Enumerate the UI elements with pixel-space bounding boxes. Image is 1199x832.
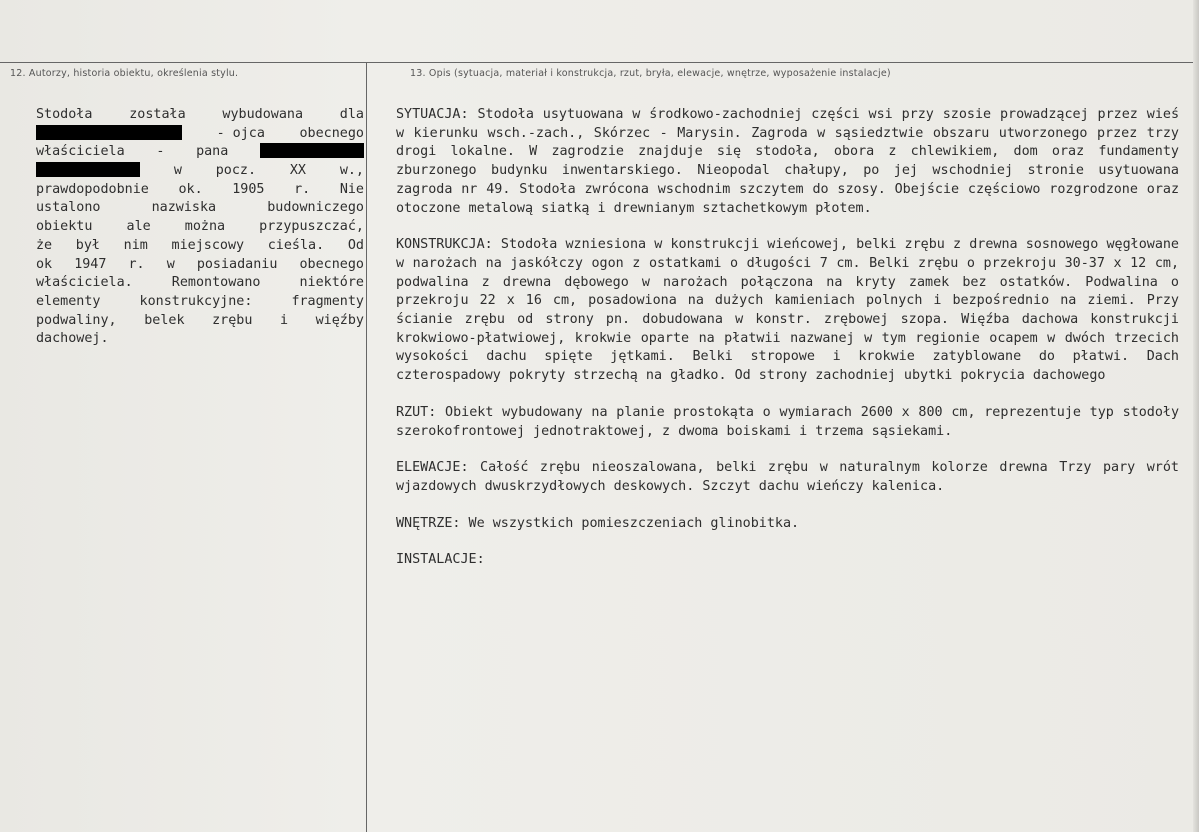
rzut-paragraph: RZUT: Obiekt wybudowany na planie prostokąta o wymiarach 2600 x 800 cm, reprezentuje typ stodoły szerokofrontowej jednotraktowej, z dwoma boiskami i trzema sąsiekami. [396, 404, 1179, 439]
page-edge [1193, 0, 1199, 832]
history-section [36, 106, 364, 349]
history-line: że był nim miejscowy cieśla. Od [36, 237, 364, 253]
history-line: elementy konstrukcyjne: fragmenty [36, 293, 364, 309]
history-line: w pocz. XX w., [36, 162, 364, 181]
elewacje-paragraph: ELEWACJE: Całość zrębu nieoszalowana, belki zrębu w naturalnym kolorze drewna Trzy pary wrót wjazdowych dwuskrzydłowych deskowych. Szczyt dachu wieńczy kalenica. [396, 460, 1179, 494]
history-line: ustalono nazwiska budowniczego [36, 200, 364, 216]
left-column-header: 12. Autorzy, historia obiektu, określenia stylu. [10, 68, 239, 79]
history-line: prawdopodobnie ok. 1905 r. Nie [36, 181, 364, 197]
wnetrze-paragraph: WNĘTRZE: We wszystkich pomieszczeniach glinobitka. [396, 515, 800, 531]
history-line: Stodoła została wybudowana dla [36, 107, 364, 122]
instalacje-paragraph: INSTALACJE: [396, 552, 485, 568]
konstrukcja-paragraph: KONSTRUKCJA: Stodoła wzniesiona w konstrukcji wieńcowej, belki zrębu z drewna sosnowego węgłowane w narożach na jaskółczy ogon z ostatkami o długości 7 cm. Belki zrębu o przekroju 30-37 x 12 cm, podwalina z drewna dębowego w narożach połączona na kryty zamek bez ostatków. Podwalina o przekroju 22 x 16 cm, posadowiona na dużych kamieniach polnych i bezpośrednio na ziemi. Przy ścianie zrębu od strony pn. dobudowana w konstr. zrębowej szopa. Więźba dachowa konstrukcji krokwiowo-płatwiowej, krokwie oparte na płatwii nazwanej w tym regionie ocapem w dwóch trzecich wysokości dachu spięte jętkami. Belki stropowe i krokwie zatyblowane do płatwi. Dach czterospadowy pokryty strzechą na gładko. Od strony zachodniej ubytki pokrycia dachowego [396, 237, 1179, 384]
history-line: - ojca obecnego [36, 125, 364, 144]
history-line: podwaliny, belek zrębu i więźby [36, 312, 364, 328]
redaction-bar [36, 162, 140, 177]
sytuacja-paragraph: SYTUACJA: Stodoła usytuowana w środkowo-zachodniej części wsi przy szosie prowadzącej przez wieś w kierunku wsch.-zach., Skórzec - Marysin. Zagroda w sąsiedztwie obszaru utworzonego przez trzy drogi lokalne. W zagrodzie znajduje się stodoła, obora z chlewikiem, dom oraz fundamenty zburzonego budynku inwentarskiego. Nieopodal chałupy, po jej wschodniej stronie usytuowana zagroda nr 49. Stodoła zwrócona wschodnim szczytem do szosy. Obejście częściowo rozgrodzone oraz otoczone metalową siatką i drewnianym sztachetkowym płotem. [396, 107, 1179, 216]
redaction-bar [36, 125, 182, 140]
redaction-bar [260, 143, 364, 158]
description-section [396, 106, 1179, 570]
history-line: dachowej. [36, 331, 109, 347]
history-line: ok 1947 r. w posiadaniu obecnego [36, 256, 364, 272]
right-column-header: 13. Opis (sytuacja, materiał i konstrukcja, rzut, bryła, elewacje, wnętrze, wyposażenie instalacje) [410, 68, 891, 79]
history-line: obiektu ale można przypuszczać, [36, 219, 364, 235]
history-line: właściciela. Remontowano niektóre [36, 275, 364, 291]
header-divider [0, 62, 1199, 63]
column-divider [366, 62, 367, 832]
history-line: właściciela - pana [36, 143, 364, 162]
